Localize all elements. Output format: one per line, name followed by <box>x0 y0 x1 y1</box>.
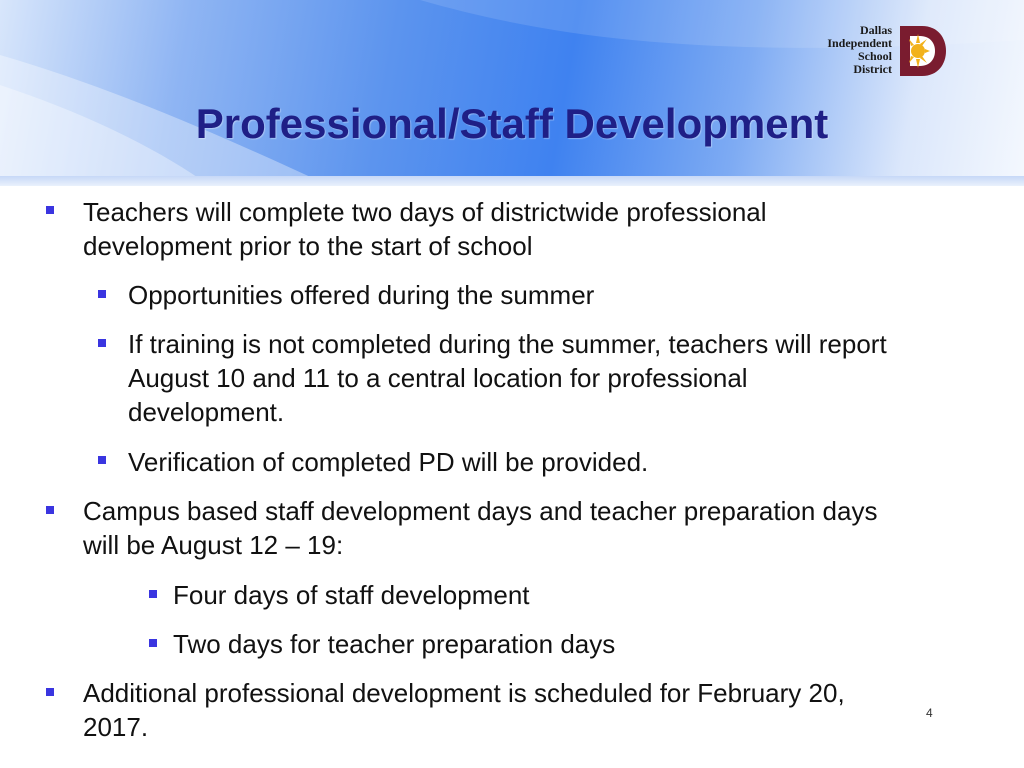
bullet-item-verification <box>128 445 648 479</box>
bullet-line: Additional professional development is scheduled for February 20, <box>83 678 845 708</box>
page-number: 4 <box>926 706 933 720</box>
bullet-line: August 10 and 11 to a central location for professional <box>128 363 748 393</box>
bullet-square-icon <box>149 639 157 647</box>
bullet-item-teachers-complete <box>83 195 767 263</box>
bullet-item-four-days <box>173 578 530 612</box>
bullet-line: Four days of staff development <box>173 580 530 610</box>
bullet-item-opportunities <box>128 278 594 312</box>
bullet-line: Opportunities offered during the summer <box>128 280 595 310</box>
bullet-line: Campus based staff development days and teacher preparation days <box>83 496 878 526</box>
bullet-square-icon <box>46 506 54 514</box>
logo-line-4: District <box>853 62 892 76</box>
bullet-square-icon <box>46 688 54 696</box>
logo-line-3: School <box>857 49 892 63</box>
bullet-line: will be August 12 – 19: <box>83 530 344 560</box>
bullet-item-two-days <box>173 627 615 661</box>
bullet-line: Teachers will complete two days of districtwide professional <box>83 197 767 227</box>
logo-line-2: Independent <box>827 36 892 50</box>
bullet-line: development. <box>128 397 285 427</box>
bullet-item-additional-pd <box>83 676 845 744</box>
slide-title: Professional/Staff Development <box>195 100 829 147</box>
bullet-square-icon <box>149 590 157 598</box>
bullet-line: If training is not completed during the summer, teachers will report <box>128 329 887 359</box>
logo-line-1: Dallas <box>859 23 892 37</box>
bullet-item-if-training <box>128 327 887 429</box>
bullet-line: Verification of completed PD will be provided. <box>128 447 649 477</box>
bullet-line: Two days for teacher preparation days <box>173 629 616 659</box>
bullet-line: 2017. <box>83 712 149 742</box>
bullet-square-icon <box>98 339 106 347</box>
bullet-square-icon <box>46 206 54 214</box>
bullet-line: development prior to the start of school <box>83 231 533 261</box>
bullet-item-campus-based <box>83 494 877 562</box>
bullet-square-icon <box>98 456 106 464</box>
bullet-square-icon <box>98 290 106 298</box>
